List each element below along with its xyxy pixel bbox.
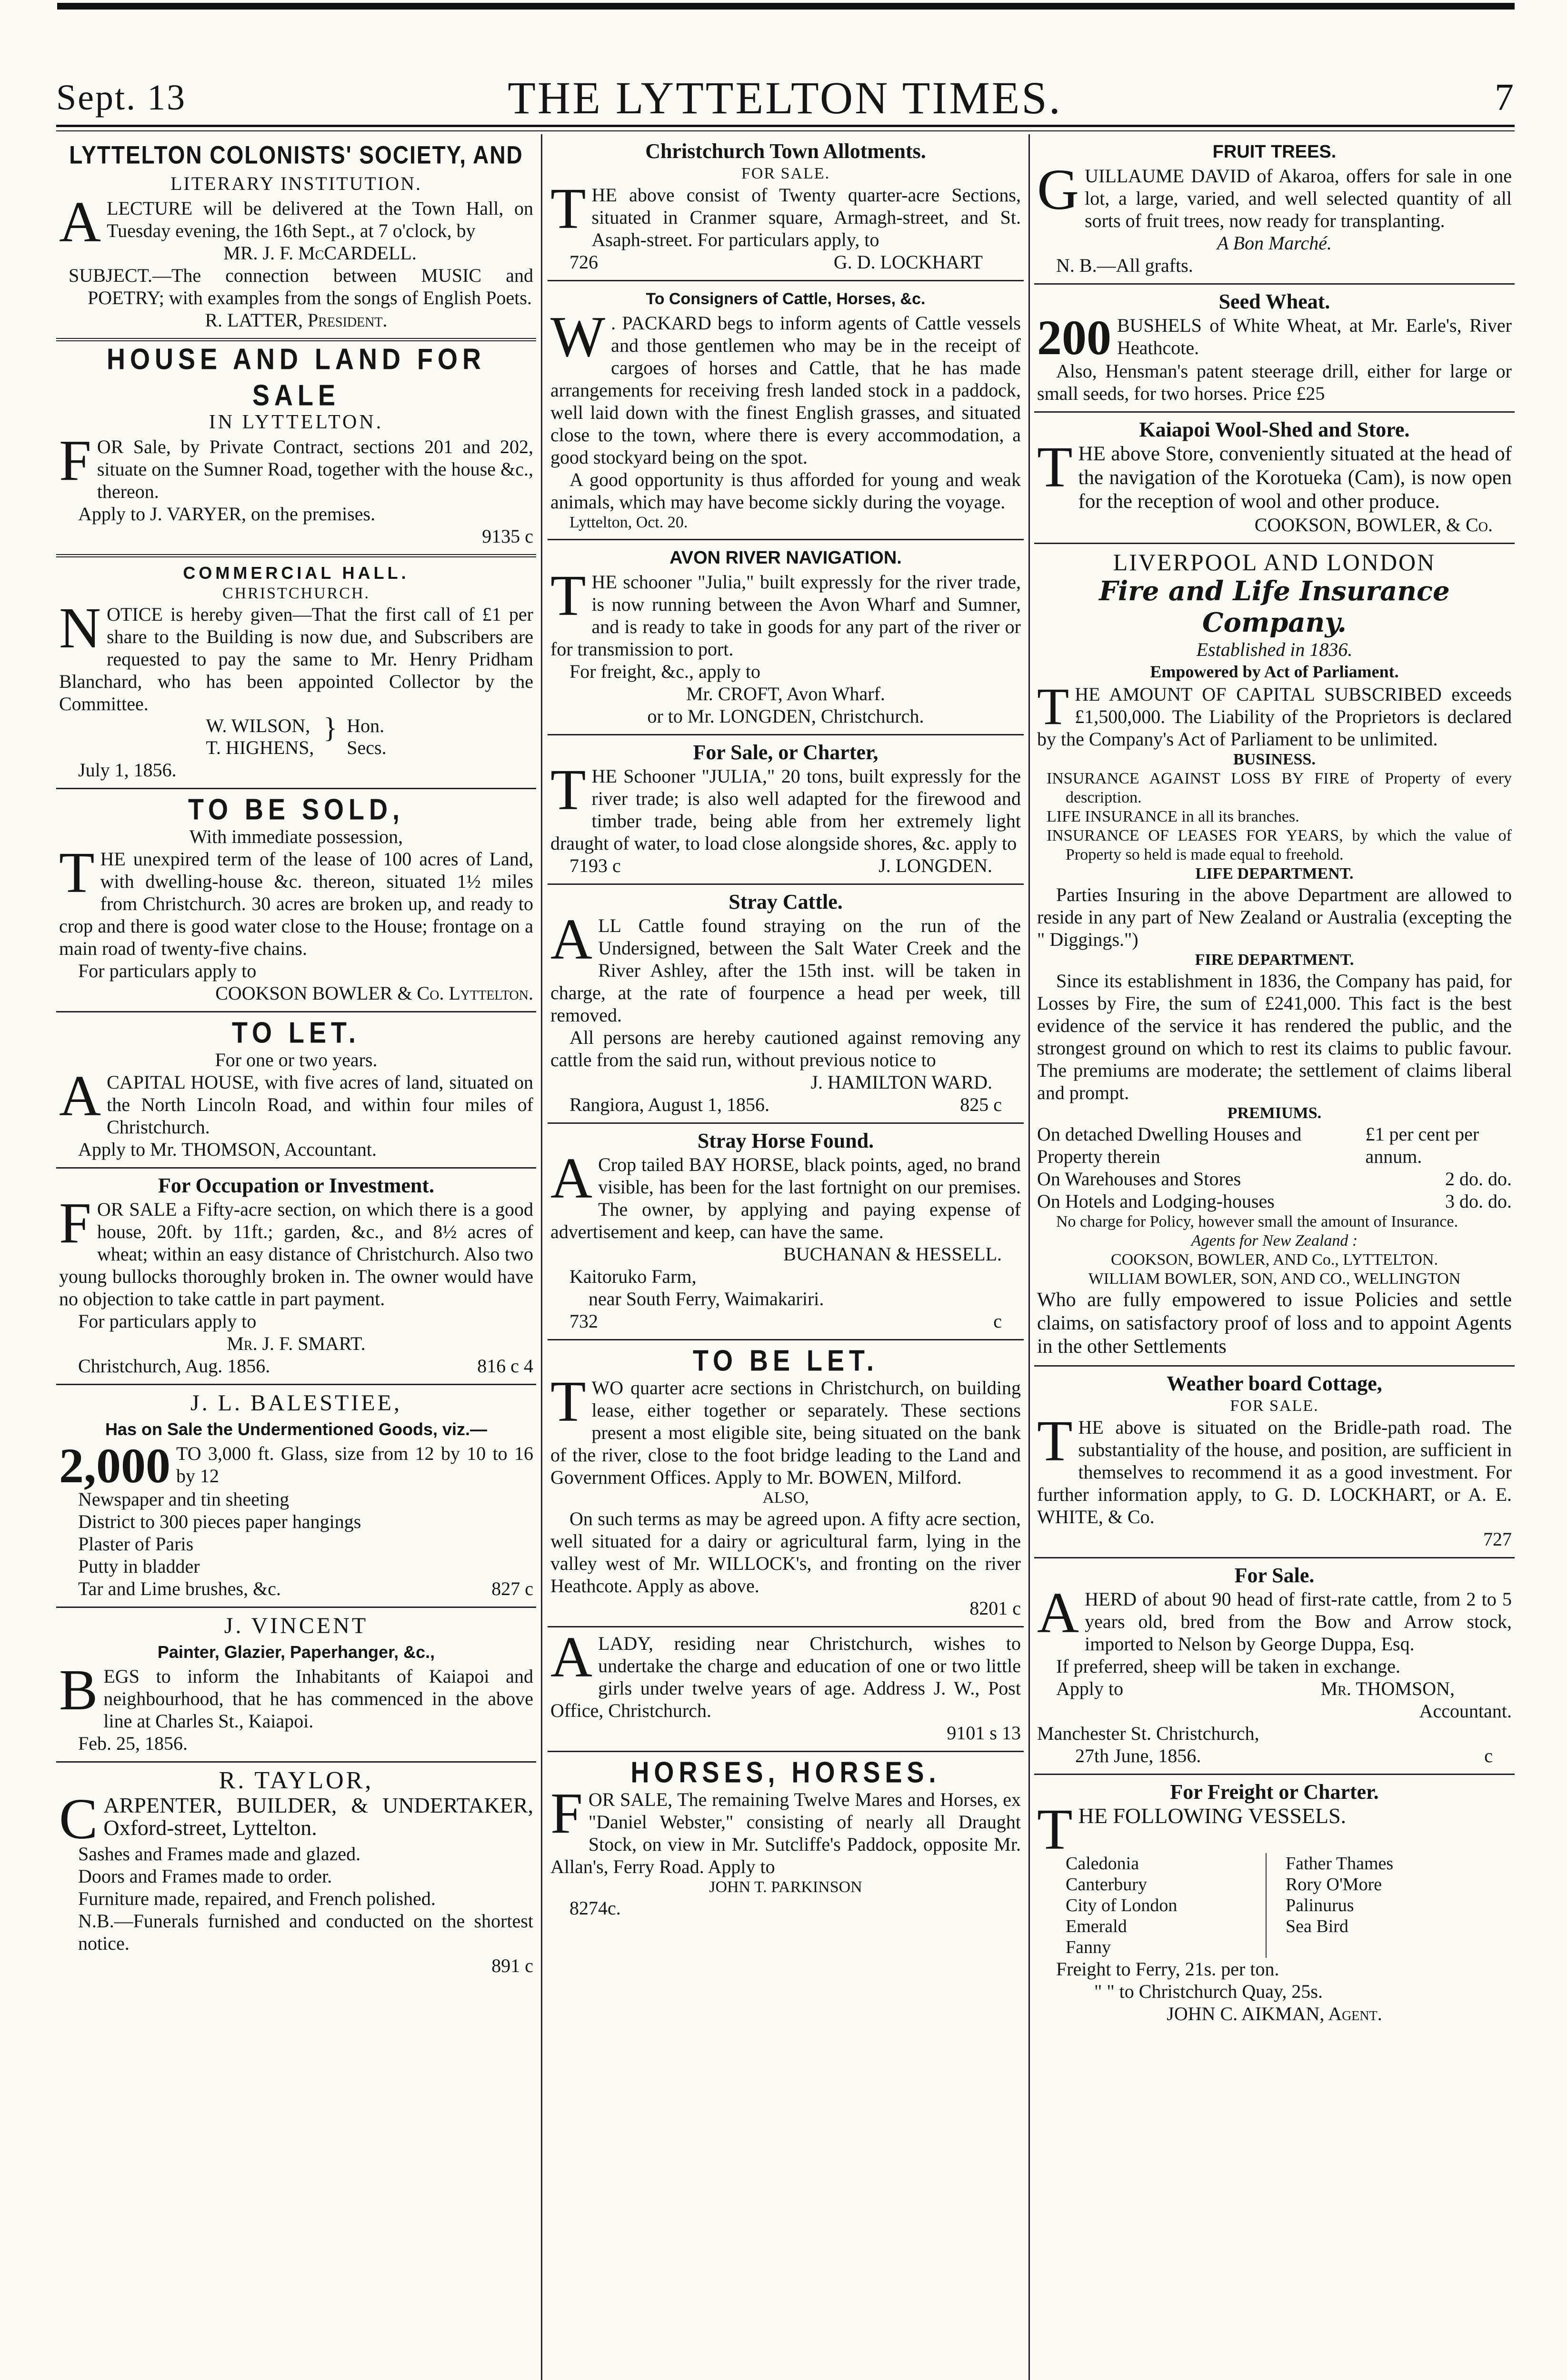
signatory-role: Secs.: [347, 737, 387, 758]
company-name: Fire and Life Insurance Company.: [1099, 575, 1450, 638]
signatory: W. WILSON,: [206, 715, 310, 736]
drop-cap: A: [59, 1064, 101, 1128]
ad-subtitle: Has on Sale the Undermentioned Goods, viz.—: [105, 1419, 488, 1439]
big-number: 200: [1037, 310, 1111, 365]
ad-consigners-of-cattle: [548, 281, 1024, 540]
column-3: [1034, 134, 1515, 2380]
drop-cap: A: [59, 190, 101, 254]
ad-body: HE Schooner "JULIA," 20 tons, built expressly for the river trade; is also well adapted for the firewood and timber trade, being able from her extremely light draught of water, to load close alongside shores, &c. apply to: [550, 765, 1021, 854]
ad-body: Crop tailed BAY HORSE, black points, aged, no brand visible, has been for the last fortnight on our premises. The owner, by applying and paying expense of advertisement and keep, can have the same.: [550, 1154, 1021, 1242]
premium-rate: £1 per cent per annum.: [1365, 1123, 1479, 1167]
signatory: T. HIGHENS,: [206, 737, 314, 758]
ad-reference: 8274c.: [569, 1897, 621, 1919]
ad-reference: 825 c: [960, 1094, 1002, 1115]
ad-horses-horses: [548, 1752, 1024, 1926]
ad-body: OR Sale, by Private Contract, sections 201 and 202, situate on the Sumner Road, together with the house &c., thereon.: [97, 436, 533, 502]
ad-fruit-trees: [1034, 134, 1515, 285]
ad-date: July 1, 1856.: [78, 759, 177, 781]
apply-line: Apply to Mr. THOMSON, Accountant.: [78, 1139, 377, 1160]
ad-body: LECTURE will be delivered at the Town Hall, on Tuesday evening, the 16th Sept., at 7 o'clock, by: [107, 198, 533, 241]
apply-line: Apply to J. VARYER, on the premises.: [78, 503, 376, 525]
apply-line: Apply to: [1056, 1678, 1124, 1699]
ad-title: For Sale.: [1234, 1564, 1315, 1587]
ad-reference: 891 c: [491, 1955, 533, 1976]
ad-title: For Occupation or Investment.: [158, 1174, 435, 1197]
agent: WILLIAM BOWLER, SON, AND CO., WELLINGTON: [1088, 1270, 1461, 1288]
ad-commercial-hall: [56, 557, 536, 789]
ad-subtitle: With immediate possession,: [189, 826, 403, 847]
ad-occupation-or-investment: [56, 1169, 536, 1385]
no-charge-note: No charge for Policy, however small the amount of Insurance.: [1056, 1213, 1458, 1230]
ad-body: HE FOLLOWING VESSELS.: [1078, 1804, 1347, 1828]
ad-body-2: On such terms as may be agreed upon. A fifty acre section, well situated for a dairy or agricultural farm, lying in the valley west of Mr. WILLOCK's, and fronting on the river Heathcote. Apply as above.: [550, 1508, 1021, 1597]
ad-body: HE unexpired term of the lease of 100 acres of Land, with dwelling-house &c. thereon, situated 1½ miles from Christchurch. 30 acres are broken up, and ready to crop and there is good water close to the House; frontage on a main road of twenty-five chains.: [59, 848, 533, 959]
drop-cap: G: [1037, 158, 1079, 222]
ad-balestiee-goods: [56, 1385, 536, 1608]
ad-body: LADY, residing near Christchurch, wishes to undertake the charge and education of one or two little girls under twelve years of age. Address J. W., Post Office, Christchurch.: [550, 1633, 1021, 1721]
ad-lady-governess: [548, 1627, 1024, 1752]
apply-line: or to Mr. LONGDEN, Christchurch.: [647, 705, 924, 727]
agents-heading: Agents for New Zealand :: [1191, 1232, 1358, 1250]
apply-line: For freight, &c., apply to: [569, 661, 761, 682]
ad-body-2: If preferred, sheep will be taken in exchange.: [1056, 1656, 1400, 1677]
drop-cap: F: [550, 1781, 583, 1845]
ad-body-3: Who are fully empowered to issue Policies and settle claims, on satisfactory proof of loss and to appoint Agents in the other Settlements: [1037, 1289, 1512, 1358]
drop-cap: F: [59, 1191, 91, 1255]
address-line: Manchester St. Christchurch,: [1037, 1723, 1259, 1744]
top-rule: [57, 3, 1515, 10]
ad-subtitle: For one or two years.: [215, 1049, 378, 1071]
ad-reference-suffix: c: [993, 1310, 1002, 1332]
ad-body: CAPITAL HOUSE, with five acres of land, situated on the North Lincoln Road, and within four miles of Christchurch.: [107, 1071, 533, 1138]
ad-body-2: A good opportunity is thus afforded for young and weak animals, which may have become sickly during the voyage.: [550, 469, 1021, 513]
ad-sale-or-charter: [548, 735, 1024, 885]
ad-title: COMMERCIAL HALL.: [183, 563, 409, 583]
signature-title: Accountant.: [1419, 1700, 1512, 1722]
ad-subtitle: LITERARY INSTITUTION.: [170, 173, 422, 194]
section-heading: BUSINESS.: [1233, 751, 1316, 768]
signature: COOKSON BOWLER & Co. Lyttelton.: [215, 982, 533, 1004]
ad-weatherboard-cottage: [1034, 1367, 1515, 1558]
ad-title: TO BE LET.: [692, 1344, 879, 1378]
drop-cap: T: [550, 564, 586, 628]
apply-line: For particulars apply to: [78, 1310, 257, 1332]
ad-body: OR SALE, The remaining Twelve Mares and Horses, ex "Daniel Webster," consisting of nearly all Draught Stock, on view in Mr. Sutcliffe's Paddock, opposite Mr. Allan's, Ferry Road. Apply to: [550, 1789, 1021, 1877]
ad-subtitle: Painter, Glazier, Paperhanger, &c.,: [157, 1642, 435, 1662]
vessel-name: City of London: [1066, 1895, 1178, 1915]
agent: COOKSON, BOWLER, AND Co., LYTTELTON.: [1111, 1251, 1438, 1269]
ad-body-2: All persons are hereby cautioned against removing any cattle from the said run, without previous notice to: [550, 1027, 1021, 1071]
ad-body: HE above Store, conveniently situated at the head of the navigation of the Korotueka (Cam), is now open for the reception of wool and other produce.: [1078, 443, 1512, 513]
drop-cap: T: [550, 758, 586, 822]
ad-body: HERD of about 90 head of first-rate cattle, from 2 to 5 years old, bred from the Bow and Arrow stock, imported to Nelson by George Duppa, Esq.: [1085, 1588, 1512, 1655]
ad-date: Christchurch, Aug. 1856.: [78, 1355, 270, 1377]
ad-title: J. VINCENT: [224, 1613, 369, 1638]
masthead: [56, 71, 1514, 129]
ad-body: BUSHELS of White Wheat, at Mr. Earle's, River Heathcote.: [1117, 315, 1512, 358]
column-2: [548, 134, 1024, 2380]
goods-item: Tar and Lime brushes, &c.: [78, 1578, 281, 1599]
ad-reference: 9135 c: [482, 526, 533, 547]
drop-cap: A: [550, 1146, 593, 1210]
ad-body: LL Cattle found straying on the run of the Undersigned, between the Salt Water Creek and the River Ashley, after the 15th inst. will be taken in charge, at the rate of fourpence a head per week, till removed.: [550, 915, 1021, 1026]
established-line: Established in 1836.: [1196, 639, 1353, 660]
ad-body: OTICE is hereby given—That the first call of £1 per share to the Building is now due, and Subscribers are requested to pay the same to Mr. Henry Pridham Blanchard, who has been appointed Collector by the Committee.: [59, 604, 533, 714]
freight-rate: Freight to Ferry, 21s. per ton.: [1056, 1958, 1279, 1980]
drop-cap: T: [1037, 677, 1069, 735]
ad-date: 27th June, 1856.: [1075, 1745, 1201, 1766]
section-heading: LIFE DEPARTMENT.: [1195, 865, 1354, 883]
vessel-name: Canterbury: [1066, 1874, 1147, 1894]
ad-lyttelton-colonists-society: [56, 134, 536, 341]
ad-body-2: Also, Hensman's patent steerage drill, either for large or small seeds, for two horses. Price £25: [1037, 360, 1512, 404]
section-heading: PREMIUMS.: [1227, 1104, 1322, 1122]
signature: J. HAMILTON WARD.: [810, 1071, 992, 1093]
signature: JOHN T. PARKINSON: [709, 1878, 862, 1896]
ad-j-vincent: [56, 1608, 536, 1763]
ad-reference: 7193 c: [569, 855, 621, 876]
ad-body: . PACKARD begs to inform agents of Cattle vessels and those gentlemen who may be in the receipt of cargoes of horses and Cattle, that he has made arrangements for receiving fresh landed stock in a paddock, well laid down with the finest English grasses, and situated close to the town, where there is every accommodation, a good stockyard being on the spot.: [550, 312, 1021, 468]
address-line: near South Ferry, Waimakariri.: [589, 1288, 824, 1309]
signature: R. LATTER, President.: [205, 309, 388, 331]
signature: Mr. THOMSON,: [1320, 1678, 1455, 1699]
ad-subtitle: FOR SALE.: [1230, 1397, 1319, 1415]
drop-cap: W: [550, 305, 606, 369]
also-label: ALSO,: [762, 1489, 809, 1507]
ad-title: Weather board Cottage,: [1167, 1372, 1382, 1395]
premium-rate: 2 do. do.: [1445, 1168, 1512, 1190]
ad-freight-or-charter: [1034, 1775, 1515, 2032]
ad-to-be-sold: [56, 789, 536, 1012]
page-number: 7: [1495, 77, 1514, 119]
ad-reference: 732: [569, 1310, 598, 1332]
section-heading: FIRE DEPARTMENT.: [1195, 951, 1354, 969]
ad-body: HE above is situated on the Bridle-path road. The substantiality of the house, and position, are sufficient in themselves to recommend it as a good investment. For further information apply, to G. D. LOCKHART, or A. E. WHITE, & Co.: [1037, 1417, 1512, 1527]
ad-title: For Sale, or Charter,: [693, 741, 878, 764]
ad-to-let: [56, 1012, 536, 1169]
drop-cap: A: [1037, 1581, 1079, 1645]
ad-body: HE AMOUNT OF CAPITAL SUBSCRIBED exceeds £1,500,000. The Liability of the Proprietors is declared by the Company's Act of Parliament to be unlimited.: [1037, 684, 1512, 750]
business-item: LIFE INSURANCE in all its branches.: [1047, 808, 1299, 825]
ad-reference: 726: [569, 251, 598, 273]
ad-reference: c: [1484, 1745, 1493, 1766]
ad-title: TO LET.: [231, 1016, 361, 1050]
drop-cap: B: [59, 1658, 98, 1722]
drop-cap: T: [550, 177, 586, 241]
ad-reference: 827 c: [491, 1578, 533, 1599]
ad-seed-wheat: [1034, 285, 1515, 413]
ad-body: UILLAUME DAVID of Akaroa, offers for sale in one lot, a large, varied, and well selected quantity of all sorts of fruit trees, now ready for transplanting.: [1085, 165, 1512, 231]
goods-item: Newspaper and tin sheeting: [78, 1488, 289, 1510]
premium-item: On Warehouses and Stores: [1037, 1168, 1241, 1190]
ad-kaiapoi-wool-shed: [1034, 413, 1515, 544]
ad-body: TO 3,000 ft. Glass, size from 12 by 10 to 16 by 12: [176, 1443, 533, 1487]
ad-note: A Bon Marché.: [1217, 232, 1332, 254]
drop-cap: T: [1037, 1409, 1073, 1473]
ad-title: TO BE SOLD,: [188, 793, 405, 826]
service-item: Sashes and Frames made and glazed.: [78, 1843, 361, 1864]
column-rule: [541, 134, 542, 2380]
premium-rate: 3 do. do.: [1445, 1190, 1512, 1212]
goods-item: Plaster of Paris: [78, 1533, 194, 1555]
signature: Mr. J. F. SMART.: [227, 1333, 366, 1354]
drop-cap: T: [550, 1369, 586, 1434]
ad-title: To Consigners of Cattle, Horses, &c.: [646, 290, 926, 308]
ad-avon-river-navigation: [548, 540, 1024, 735]
drop-cap: A: [550, 907, 593, 972]
ad-reference: 727: [1483, 1528, 1512, 1550]
ad-body: HE above consist of Twenty quarter-acre Sections, situated in Cranmer square, Armagh-street, and St. Asaph-street. For particulars apply, to: [591, 184, 1021, 250]
ad-reference: 816 c 4: [477, 1355, 533, 1377]
ad-body: OR SALE a Fifty-acre section, on which there is a good house, 20ft. by 11ft.; garden, &c., and 8½ acres of wheat; within an easy distance of Christchurch. Also two young bullocks thoroughly broken in. The owner would have no objection to take cattle in part payment.: [59, 1199, 533, 1309]
ad-subtitle: FOR SALE.: [741, 165, 830, 182]
signature: G. D. LOCKHART: [833, 251, 983, 273]
business-item: INSURANCE OF LEASES FOR YEARS, by which the value of Property so held is made equal to freehold.: [1047, 827, 1512, 863]
signature: BUCHANAN & HESSELL.: [783, 1243, 1002, 1265]
drop-cap: T: [59, 841, 95, 905]
column-rule: [1028, 134, 1030, 2380]
ad-body: WO quarter acre sections in Christchurch, on building lease, either together or separately. These sections present a most eligible site, being situated on the bank of the river, close to the foot bridge leading to the Land and Government Offices. Apply to Mr. BOWEN, Milford.: [550, 1377, 1021, 1488]
ad-subtitle: CHRISTCHURCH.: [222, 585, 370, 602]
newspaper-title: THE LYTTELTON TIMES.: [508, 72, 1062, 123]
ad-subtitle: IN LYTTELTON.: [209, 411, 384, 433]
ad-stray-cattle: [548, 885, 1024, 1124]
big-number: 2,000: [59, 1438, 170, 1493]
drop-cap: C: [59, 1787, 98, 1851]
issue-date: Sept. 13: [56, 78, 187, 118]
signatory-role: Hon.: [347, 715, 385, 736]
ad-note: N. B.—All grafts.: [1056, 255, 1193, 276]
ad-title: AVON RIVER NAVIGATION.: [669, 548, 902, 568]
premium-item: On detached Dwelling Houses and Property therein: [1037, 1123, 1302, 1167]
freight-rate: " " to Christchurch Quay, 25s.: [1094, 1981, 1323, 2002]
ad-title: Stray Cattle.: [729, 890, 843, 913]
fire-text: Since its establishment in 1836, the Company has paid, for Losses by Fire, the sum of £241,000. This fact is the best evidence of the service it has rendered the public, and the strongest ground on which to rest its claims to public favour. The premiums are moderate; the settlement of claims liberal and prompt.: [1037, 970, 1512, 1103]
ad-title: R. TAYLOR,: [219, 1767, 374, 1794]
ad-body: ARPENTER, BUILDER, & UNDERTAKER, Oxford-street, Lyttelton.: [103, 1793, 533, 1840]
ad-r-taylor: [56, 1763, 536, 1983]
vessel-name: Emerald: [1066, 1916, 1127, 1936]
ad-date: Rangiora, August 1, 1856.: [569, 1094, 769, 1115]
lecture-subject: SUBJECT.—The connection between MUSIC and POETRY; with examples from the songs of English Poets.: [69, 265, 533, 308]
ad-reference: 9101 s 13: [947, 1722, 1021, 1744]
ad-title: HOUSE AND LAND FOR SALE: [107, 343, 486, 412]
vessel-name: Rory O'More: [1286, 1874, 1382, 1894]
speaker: MR. J. F. McCARDELL.: [223, 242, 417, 264]
vessel-name: Sea Bird: [1286, 1916, 1348, 1936]
service-item: Doors and Frames made to order.: [78, 1865, 332, 1887]
masthead-rule: [56, 125, 1515, 127]
drop-cap: F: [59, 428, 91, 493]
drop-cap: N: [59, 596, 101, 660]
signature: JOHN C. AIKMAN, Agent.: [1167, 2003, 1382, 2024]
ad-title: Kaiapoi Wool-Shed and Store.: [1139, 418, 1410, 441]
ad-to-be-let-sections: [548, 1340, 1024, 1627]
ad-liverpool-london-insurance: [1034, 544, 1515, 1367]
parliament-line: Empowered by Act of Parliament.: [1150, 662, 1399, 681]
ad-body: EGS to inform the Inhabitants of Kaiapoi and neighbourhood, that he has commenced in the above line at Charles St., Kaiapoi.: [103, 1666, 533, 1732]
drop-cap: T: [1037, 1797, 1073, 1862]
drop-cap: T: [1037, 435, 1073, 499]
apply-line: For particulars apply to: [78, 960, 257, 982]
column-1: [56, 134, 536, 2380]
ad-date: Lyttelton, Oct. 20.: [569, 514, 688, 531]
ad-title: J. L. BALESTIEE,: [190, 1390, 402, 1416]
premium-item: On Hotels and Lodging-houses: [1037, 1190, 1275, 1212]
apply-line: Mr. CROFT, Avon Wharf.: [686, 683, 885, 704]
masthead-rule-thin: [56, 130, 1515, 131]
ad-reference: 8201 c: [969, 1597, 1021, 1619]
ad-title: For Freight or Charter.: [1170, 1780, 1379, 1804]
ad-title: HORSES, HORSES.: [630, 1756, 941, 1789]
drop-cap: A: [550, 1625, 593, 1689]
goods-item: District to 300 pieces paper hangings: [78, 1511, 361, 1532]
ad-title: LIVERPOOL AND LONDON: [1113, 549, 1436, 575]
vessel-name: Fanny: [1066, 1937, 1111, 1957]
service-item: N.B.—Funerals furnished and conducted on the shortest notice.: [78, 1910, 533, 1954]
signature: J. LONGDEN.: [878, 855, 992, 876]
life-text: Parties Insuring in the above Department are allowed to reside in any part of New Zealand or Australia (excepting the " Diggings."): [1037, 884, 1512, 950]
signature: COOKSON, BOWLER, & Co.: [1254, 514, 1493, 536]
ad-body: HE schooner "Julia," built expressly for the river trade, is now running between the Avon Wharf and Sumner, and is ready to take in goods for any part of the river or for transmission to port.: [550, 571, 1021, 660]
vessel-name: Palinurus: [1286, 1895, 1354, 1915]
ad-stray-horse-found: [548, 1124, 1024, 1340]
service-item: Furniture made, repaired, and French polished.: [78, 1888, 436, 1909]
business-item: INSURANCE AGAINST LOSS BY FIRE of Property of every description.: [1047, 770, 1512, 806]
ad-for-sale-herd: [1034, 1558, 1515, 1775]
ad-house-and-land-for-sale: [56, 341, 536, 557]
ad-title: FRUIT TREES.: [1212, 142, 1337, 162]
ad-christchurch-town-allotments: [548, 134, 1024, 281]
vessel-name: Caledonia: [1066, 1854, 1139, 1874]
ad-title: Christchurch Town Allotments.: [645, 139, 926, 163]
ad-title: Stray Horse Found.: [697, 1129, 874, 1152]
ad-title: Seed Wheat.: [1218, 290, 1330, 313]
vessel-name: Father Thames: [1286, 1854, 1394, 1874]
address-line: Kaitoruko Farm,: [569, 1266, 697, 1287]
ad-title: LYTTELTON COLONISTS' SOCIETY, AND: [69, 140, 523, 169]
ad-date: Feb. 25, 1856.: [78, 1733, 188, 1754]
goods-item: Putty in bladder: [78, 1556, 200, 1577]
brace-glyph: }: [323, 712, 338, 744]
